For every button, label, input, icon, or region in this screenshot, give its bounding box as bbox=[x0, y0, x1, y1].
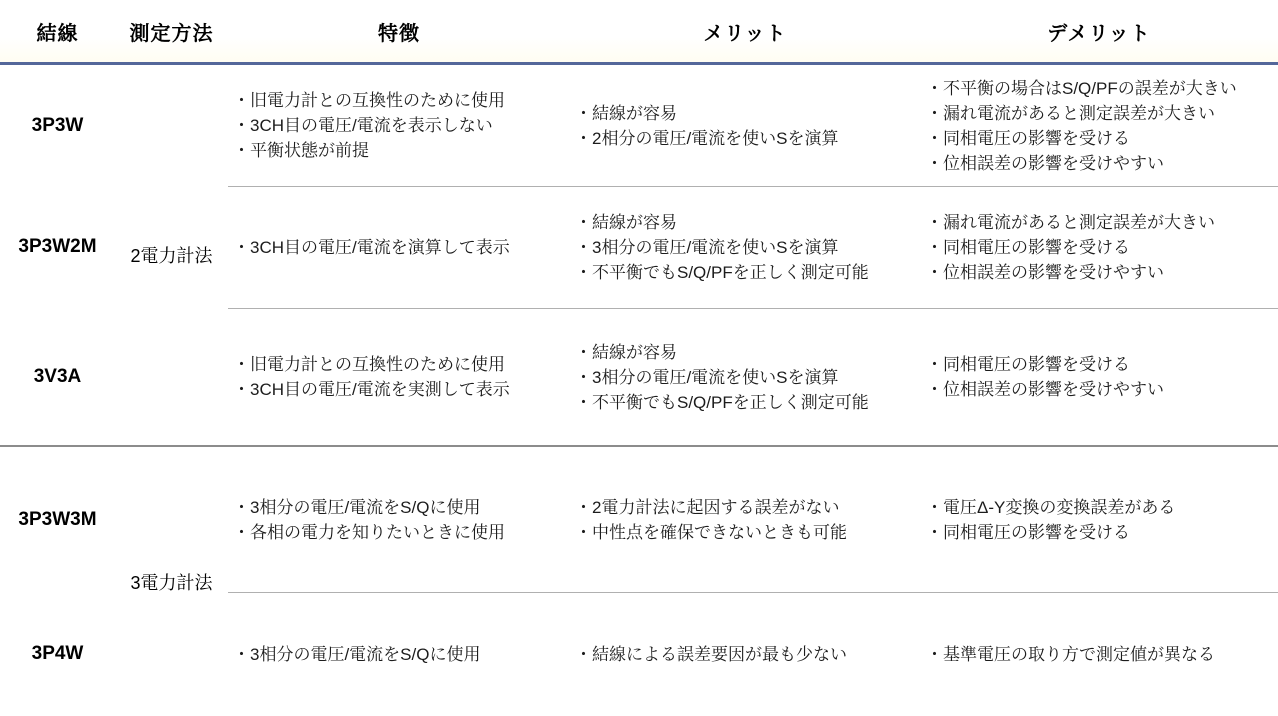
merit-item: ・2電力計法に起因する誤差がない bbox=[575, 497, 840, 517]
merit-item: ・不平衡でもS/Q/PFを正しく測定可能 bbox=[575, 263, 869, 282]
header-wiring: 結線 bbox=[36, 22, 79, 45]
feature-item: ・3CH目の電圧/電流を演算して表示 bbox=[233, 238, 510, 257]
features-cell bbox=[228, 592, 570, 716]
header-features: 特徴 bbox=[378, 22, 420, 45]
feature-item: ・各相の電力を知りたいときに使用 bbox=[233, 522, 505, 542]
merit-item: ・結線が容易 bbox=[575, 103, 677, 123]
demerit-item: ・基準電圧の取り方で測定値が異なる bbox=[926, 645, 1215, 664]
wiring-label: 3P4W bbox=[31, 643, 84, 664]
merits-cell bbox=[570, 65, 920, 186]
feature-item: ・3CH目の電圧/電流を実測して表示 bbox=[233, 380, 510, 399]
demerit-item: ・不平衡の場合はS/Q/PFの誤差が大きい bbox=[926, 78, 1237, 98]
demerit-item: ・同相電圧の影響を受ける bbox=[926, 355, 1130, 374]
merits-cell bbox=[570, 592, 920, 716]
demerit-item: ・同相電圧の影響を受ける bbox=[926, 238, 1130, 257]
header-demerits: デメリット bbox=[1047, 22, 1151, 45]
feature-item: ・旧電力計との互換性のために使用 bbox=[233, 355, 505, 374]
wiring-label: 3V3A bbox=[33, 365, 82, 387]
header-merits: メリット bbox=[703, 22, 787, 45]
demerits-cell bbox=[920, 65, 1278, 186]
feature-item: ・平衡状態が前提 bbox=[233, 141, 369, 160]
features-cell bbox=[228, 186, 570, 308]
header-method: 測定方法 bbox=[129, 22, 214, 45]
demerit-item: ・電圧Δ-Y変換の変換誤差がある bbox=[926, 497, 1176, 517]
demerits-cell bbox=[920, 308, 1278, 445]
merit-item: ・3相分の電圧/電流を使いSを演算 bbox=[575, 238, 839, 257]
wiring-label: 3P3W2M bbox=[18, 236, 97, 257]
merits-cell bbox=[570, 447, 920, 592]
demerit-item: ・位相誤差の影響を受けやすい bbox=[926, 153, 1164, 173]
merit-item: ・結線による誤差要因が最も少ない bbox=[575, 645, 847, 664]
table-header-row bbox=[0, 0, 1278, 65]
features-cell bbox=[228, 447, 570, 592]
features-cell bbox=[228, 65, 570, 186]
merit-item: ・結線が容易 bbox=[575, 213, 677, 232]
merit-item: ・不平衡でもS/Q/PFを正しく測定可能 bbox=[575, 392, 869, 412]
demerit-item: ・漏れ電流があると測定誤差が大きい bbox=[926, 213, 1215, 232]
merit-item: ・結線が容易 bbox=[575, 342, 677, 362]
feature-item: ・旧電力計との互換性のために使用 bbox=[233, 91, 505, 110]
merit-item: ・2相分の電圧/電流を使いSを演算 bbox=[575, 128, 839, 148]
method-group-3wattmeter bbox=[0, 445, 1278, 716]
feature-item: ・3CH目の電圧/電流を表示しない bbox=[233, 116, 493, 135]
feature-item: ・3相分の電圧/電流をS/Qに使用 bbox=[233, 497, 481, 517]
wiring-label: 3P3W bbox=[31, 114, 84, 136]
method-label: 3電力計法 bbox=[130, 572, 213, 593]
demerit-item: ・位相誤差の影響を受けやすい bbox=[926, 380, 1164, 399]
features-cell bbox=[228, 308, 570, 445]
merits-cell bbox=[570, 186, 920, 308]
demerits-cell bbox=[920, 186, 1278, 308]
demerit-item: ・同相電圧の影響を受ける bbox=[926, 522, 1130, 542]
method-group-2wattmeter bbox=[0, 65, 1278, 445]
merit-item: ・3相分の電圧/電流を使いSを演算 bbox=[575, 367, 839, 387]
method-label: 2電力計法 bbox=[130, 246, 213, 266]
demerit-item: ・漏れ電流があると測定誤差が大きい bbox=[926, 103, 1215, 123]
demerit-item: ・位相誤差の影響を受けやすい bbox=[926, 263, 1164, 282]
merit-item: ・中性点を確保できないときも可能 bbox=[575, 522, 847, 542]
demerit-item: ・同相電圧の影響を受ける bbox=[926, 128, 1130, 148]
merits-cell bbox=[570, 308, 920, 445]
feature-item: ・3相分の電圧/電流をS/Qに使用 bbox=[233, 645, 481, 664]
wiring-label: 3P3W3M bbox=[18, 508, 97, 530]
demerits-cell bbox=[920, 447, 1278, 592]
demerits-cell bbox=[920, 592, 1278, 716]
